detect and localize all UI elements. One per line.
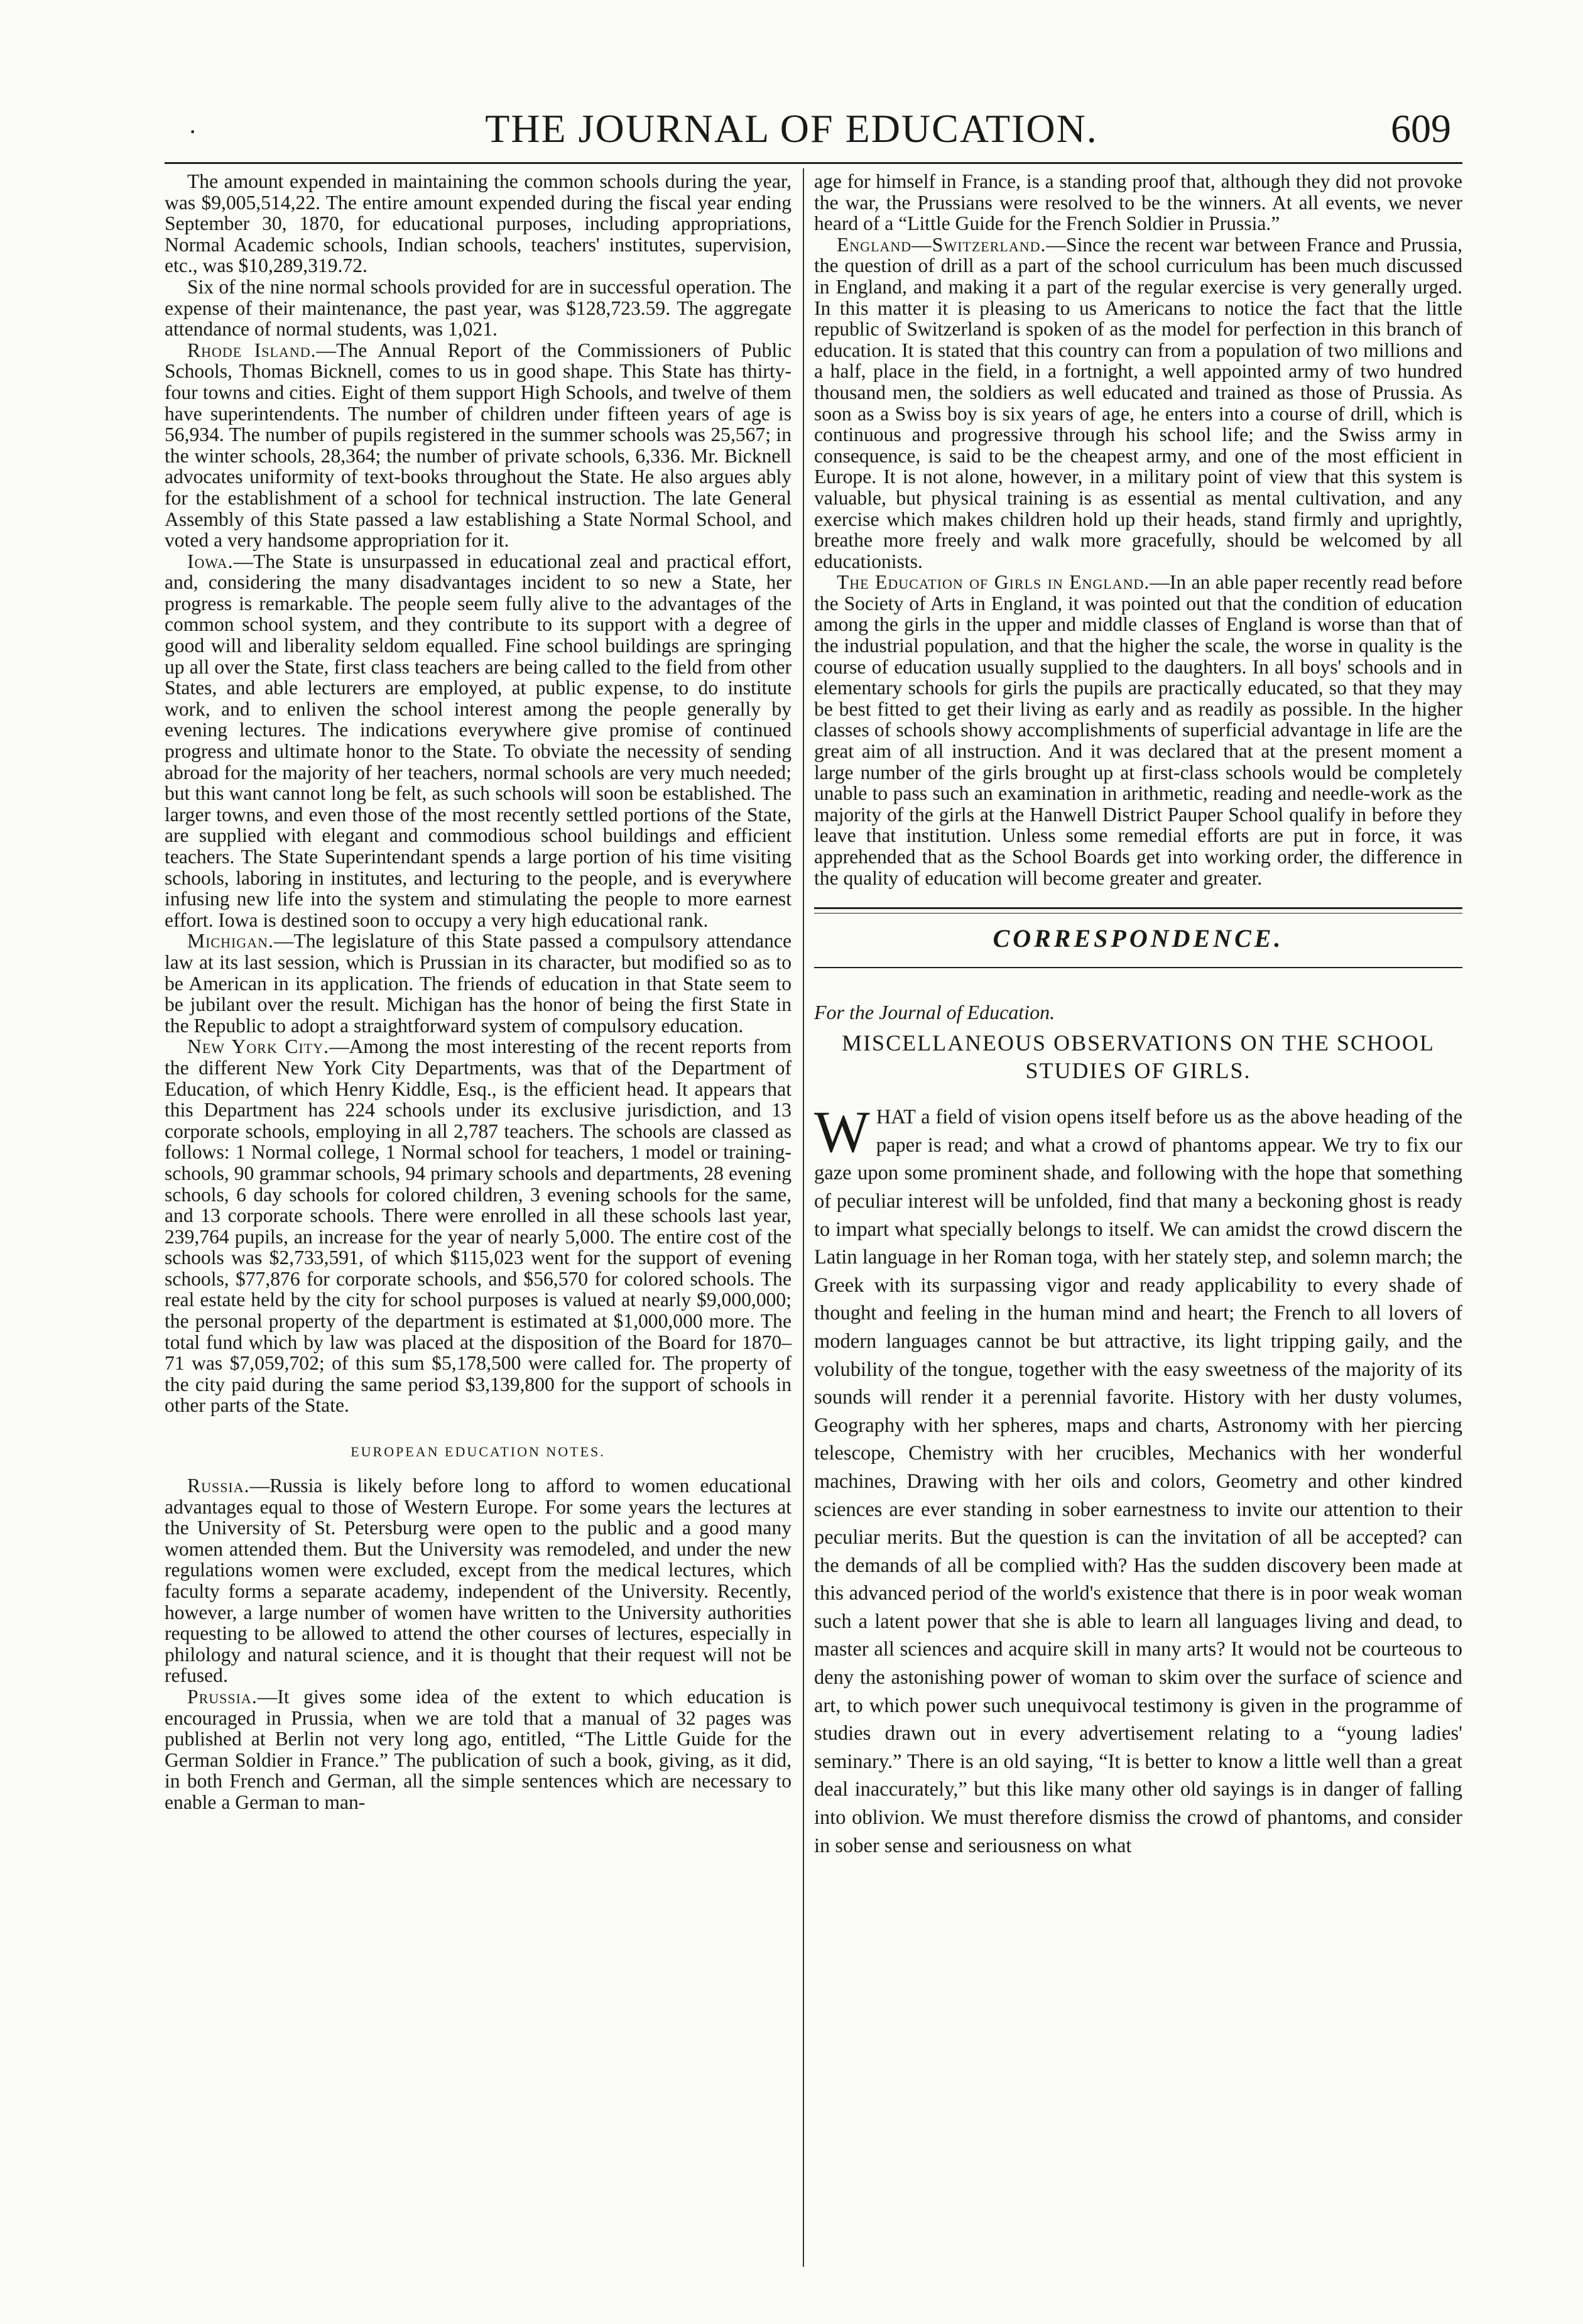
left-paragraphs bbox=[165, 171, 792, 1416]
paragraph: Prussia.—It gives some idea of the extent to which education is encouraged in Prussia, when we are told that a manual of 32 pages was published at Berlin not very long ago, entitled, “The Little Guide for the German Soldier in France.” The publication of such a book, giving, as it did, in both French and German, all the simple sentences which are necessary to enable a German to man- bbox=[165, 1685, 792, 1813]
page-number: 609 bbox=[1391, 106, 1451, 151]
paragraph-lead: England—Switzerland. bbox=[837, 233, 1047, 256]
paragraph: The amount expended in maintaining the common schools during the year, was $9,005,514,22. The entire amount expended during the fiscal year ending September 30, 1870, for educational purposes, including appropriations, Normal Academic schools, Indian schools, teachers' institutes, supervision, etc., was $10,289,319.72. bbox=[165, 170, 792, 277]
byline: For the Journal of Education. bbox=[814, 1001, 1055, 1024]
paragraph: Iowa.—The State is unsurpassed in educational zeal and practical effort, and, considering the many disadvantages incident to so new a State, her progress is remarkable. The people seem fully alive to the advantages of the common school system, and they contribute to its support with a degree of good will and liberality seldom equalled. Fine school buildings are springing up all over the State, first class teachers are being called to the field from other States, and able lecturers are employed, at public expense, to do institute work, and to enliven the school interest among the people generally by evening lectures. The indications everywhere give promise of continued progress and ultimate honor to the State. To obviate the necessity of sending abroad for the majority of her teachers, normal schools are very much needed; but this want cannot long be felt, as such schools will soon be established. The larger towns, and even those of the most recently settled portions of the State, are supplied with elegant and commodious school buildings and efficient teachers. The State Superintendant spends a large portion of his time visiting schools, laboring in institutes, and lecturing to the people, and is everywhere infusing new life into the system and stimulating the people to more earnest effort. Iowa is destined soon to occupy a very high educational rank. bbox=[165, 550, 792, 931]
section-rule bbox=[814, 907, 1462, 914]
section-rule-bottom bbox=[814, 967, 1462, 968]
column-divider bbox=[803, 168, 804, 2267]
paragraph: Rhode Island.—The Annual Report of the Commissioners of Public Schools, Thomas Bicknell, comes to us in good shape. This State has thirty-four towns and cities. Eight of them support High Schools, and twelve of them have superintendents. The number of children under fifteen years of age is 56,934. The number of pupils registered in the summer schools was 25,567; in the winter schools, 28,364; the number of private schools, 6,336. Mr. Bicknell advocates uniformity of text-books throughout the State. He also argues ably for the establishment of a school for technical instruction. The late General Assembly of this State passed a law establishing a State Normal School, and voted a very handsome appropriation for it. bbox=[165, 339, 792, 552]
paragraph-lead: Iowa. bbox=[187, 550, 234, 572]
article-title: MISCELLANEOUS OBSERVATIONS ON THE SCHOOL STUDIES OF GIRLS. bbox=[842, 1030, 1435, 1084]
correspondence-heading: CORRESPONDENCE. bbox=[993, 924, 1284, 953]
paragraph-lead: Russia. bbox=[187, 1475, 250, 1497]
header-rule bbox=[165, 162, 1462, 164]
paragraph-lead: Rhode Island. bbox=[187, 339, 317, 361]
right-column bbox=[814, 171, 1462, 1860]
section-subhead: EUROPEAN EDUCATION NOTES. bbox=[351, 1444, 606, 1460]
paragraph-lead: Michigan. bbox=[187, 930, 274, 952]
left-column bbox=[165, 171, 792, 1813]
paragraph: Russia.—Russia is likely before long to afford to women educational advantages equal to those of Western Europe. For some years the lectures at the University of St. Petersburg were open to the public and a good many women attended them. But the University was remodeled, and under the new regulations women were excluded, except from the medical lectures, which faculty forms a separate academy, independent of the University. Recently, however, a large number of women have written to the University authorities requesting to be allowed to attend the other courses of lectures, especially in philology and natural science, and it is thought that their request will not be refused. bbox=[165, 1475, 792, 1687]
paragraph-lead: Prussia. bbox=[187, 1685, 258, 1708]
paragraph: New York City.—Among the most interesting of the recent reports from the different New York City Departments, was that of the Department of Education, of which Henry Kiddle, Esq., is the efficient head. It appears that this Department has 224 schools under its exclusive jurisdiction, and 13 corporate schools, employing in all 2,787 teachers. The schools are classed as follows: 1 Normal college, 1 Normal school for teachers, 1 model or training-schools, 90 grammar schools, 94 primary schools and departments, 28 evening schools, 6 day schools for colored children, 3 evening schools for the same, and 13 corporate schools. There were enrolled in all these schools last year, 239,764 pupils, an increase for the year of nearly 5,000. The entire cost of the schools was $2,733,591, of which $115,023 went for the support of evening schools, $77,876 for corporate schools, and $56,570 for colored schools. The real estate held by the city for school purposes is valued at nearly $9,000,000; the personal property of the department is estimated at $1,000,000 more. The total fund which by law was placed at the disposition of the Board for 1870–71 was $7,059,702; of this sum $5,178,500 were called for. The property of the city paid during the same period $3,139,800 for the support of schools in other parts of the State. bbox=[165, 1035, 792, 1417]
paragraph: Six of the nine normal schools provided for are in successful operation. The expense of their maintenance, the past year, was $128,723.59. The aggregate attendance of normal students, was 1,021. bbox=[165, 275, 792, 341]
paragraph-lead: New York City. bbox=[187, 1035, 329, 1058]
masthead-title: THE JOURNAL OF EDUCATION. bbox=[485, 106, 1098, 151]
drop-cap: W bbox=[814, 1099, 870, 1165]
right-paragraphs bbox=[814, 171, 1462, 888]
article-body bbox=[814, 1099, 1462, 1860]
paragraph: England—Switzerland.—Since the recent war between France and Prussia, the question of drill as a part of the school curriculum has been much discussed in England, and making it a part of the regular exercise is very generally urged. In this matter it is pleasing to us Americans to notice the fact that the little republic of Switzerland is spoken of as the model for perfection in this branch of education. It is stated that this country can from a population of two millions and a half, place in the field, in a fortnight, a well appointed army of two hundred thousand men, the soldiers as well educated and trained as those of Prussia. As soon as a Swiss boy is six years of age, he enters into a course of drill, which is continuous and progressive through his school life; and the Swiss army in consequence, is said to be the cheapest army, and one of the most efficient in Europe. It is not alone, however, in a military point of view that this system is valuable, but physical training is as essential as mental cultivation, and any exercise which makes children hold up their heads, stand firmly and uprightly, breathe more freely and walk more gracefully, should be welcomed by all educationists. bbox=[814, 233, 1462, 572]
paragraph-lead: The Education of Girls in England. bbox=[837, 571, 1150, 594]
paragraph: Michigan.—The legislature of this State passed a compulsory attendance law at its last session, which is Prussian in its character, but modified so as to be American in its application. The friends of education in that State seem to be jubilant over the result. Michigan has the honor of being the first State in the Republic to adopt a straightforward system of compulsory education. bbox=[165, 930, 792, 1037]
paragraph: The Education of Girls in England.—In an able paper recently read before the Society of Arts in England, it was pointed out that the condition of education among the girls in the upper and middle classes of England is worse than that of the industrial population, and that the higher the scale, the worse in quality is the course of education usually supplied to the daughters. In all boys' schools and in elementary schools for girls the pupils are practically educated, so that they may be best fitted to get their living as early and as readily as possible. In the higher classes of schools showy accomplishments of superficial advantage in life are the great aim of all instruction. And it was declared that at the present moment a large number of the girls brought up at first-class schools would be completely unable to pass such an examination in arithmetic, reading and needle-work as the majority of the girls at the Hanwell District Pauper School qualify in before they leave that institution. Unless some remedial efforts are put in force, it was apprehended that as the School Boards get into working order, the difference in the quality of education will become greater and greater. bbox=[814, 571, 1462, 889]
paragraph: age for himself in France, is a standing proof that, although they did not provoke the war, the Prussians were resolved to be the winners. At all events, we never heard of a “Little Guide for the French Soldier in Prussia.” bbox=[814, 170, 1462, 235]
paragraph: WHAT a field of vision opens itself before us as the above heading of the paper is read; and what a crowd of phantoms appear. We try to fix our gaze upon some prominent shade, and following with the hope that something of peculiar interest will be unfolded, find that many a beckoning ghost is ready to impart what specially belongs to itself. We can amidst the crowd discern the Latin language in her Roman toga, with her stately step, and solemn march; the Greek with its surpassing vigor and ready applicability to every shade of thought and feeling in the human mind and heart; the French to all lovers of modern languages cannot be but attractive, its light tripping gaily, and the volubility of the tongue, together with the easy sweetness of the majority of its sounds will render it a perennial favorite. History with her dusty volumes, Geography with her spheres, maps and charts, Astronomy with her piercing telescope, Chemistry with her crucibles, Mechanics with her wonderful machines, Drawing with her oils and colors, Geometry and other kindred sciences are ever standing in sober earnestness to invite our attention to their peculiar merits. But the question is can the invitation of all be accepted? can the demands of all be complied with? Has the sudden discovery been made at this advanced period of the world's existence that there is in poor weak woman such a latent power that she is able to learn all languages living and dead, to master all sciences and acquire skill in many arts? It would not be courteous to deny the astonishing power of woman to skim over the surface of science and art, to which power such unequivocal testimony is given in the programme of studies drawn out in every advertisement relating to a “young ladies' seminary.” There is an old saying, “It is better to know a little well than a great deal inaccurately,” but this like many other old sayings is in danger of falling into oblivion. We must therefore dismiss the crowd of phantoms, and consider in sober sense and seriousness on what bbox=[814, 1099, 1462, 1857]
header-dot: · bbox=[188, 117, 197, 146]
european-notes bbox=[165, 1475, 792, 1813]
